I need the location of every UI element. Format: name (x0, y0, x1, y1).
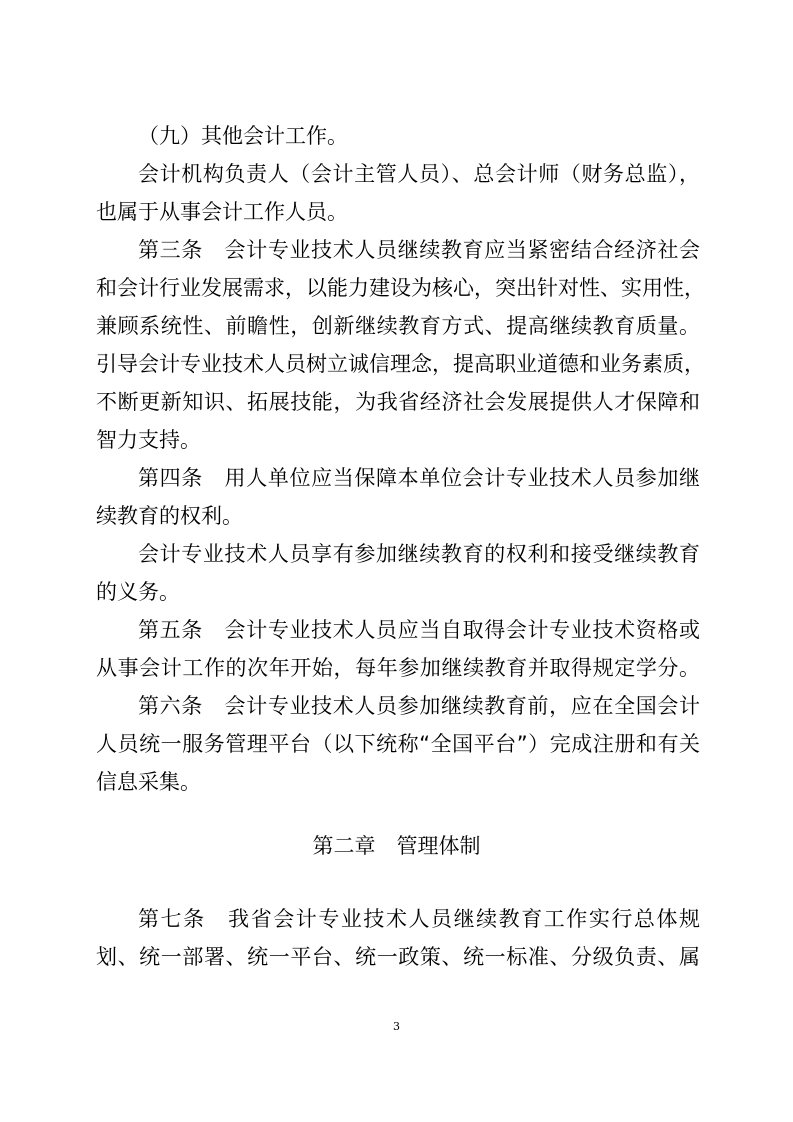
paragraph-line: 和会计行业发展需求，以能力建设为核心，突出针对性、实用性， (96, 276, 705, 300)
paragraph-line: 第六条 会计专业技术人员参加继续教育前，应在全国会计 (138, 694, 700, 718)
paragraph-line: 信息采集。 (96, 770, 201, 794)
paragraph-line: 智力支持。 (96, 428, 201, 452)
paragraph-line: 会计机构负责人（会计主管人员）、总会计师（财务总监）， (138, 162, 700, 186)
chapter-heading: 第二章 管理体制 (312, 834, 481, 858)
paragraph-line: 第五条 会计专业技术人员应当自取得会计专业技术资格或 (138, 618, 700, 642)
paragraph-line: 人员统一服务管理平台（以下统称“全国平台”）完成注册和有关 (96, 732, 700, 756)
paragraph-line: （九）其他会计工作。 (138, 124, 348, 148)
paragraph-line: 划、统一部署、统一平台、统一政策、统一标准、分级负责、属 (96, 945, 700, 969)
paragraph-line: 会计专业技术人员享有参加继续教育的权利和接受继续教育 (138, 542, 700, 566)
paragraph-line: 第七条 我省会计专业技术人员继续教育工作实行总体规 (138, 907, 700, 931)
paragraph-line: 引导会计专业技术人员树立诚信理念，提高职业道德和业务素质， (96, 352, 705, 376)
paragraph-line: 也属于从事会计工作人员。 (96, 200, 348, 224)
paragraph-line: 第四条 用人单位应当保障本单位会计专业技术人员参加继 (138, 466, 700, 490)
paragraph-line: 兼顾系统性、前瞻性，创新继续教育方式、提高继续教育质量。 (96, 314, 700, 338)
paragraph-line: 不断更新知识、拓展技能，为我省经济社会发展提供人才保障和 (96, 390, 700, 414)
page-number: 3 (393, 1020, 400, 1033)
paragraph-line: 续教育的权利。 (96, 504, 243, 528)
paragraph-line: 从事会计工作的次年开始，每年参加继续教育并取得规定学分。 (96, 656, 700, 680)
paragraph-line: 的义务。 (96, 580, 180, 604)
paragraph-line: 第三条 会计专业技术人员继续教育应当紧密结合经济社会 (138, 238, 700, 262)
